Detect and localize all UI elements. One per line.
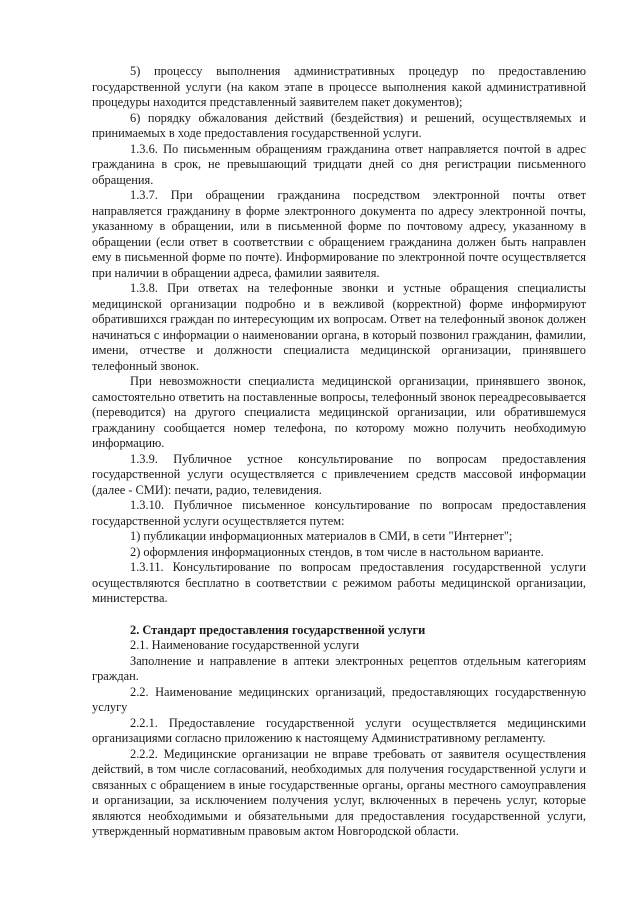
paragraph-2-2: 2.2. Наименование медицинских организаций, предоставляющих государственную услугу xyxy=(92,684,586,714)
paragraph-phone-redirect: При невозможности специалиста медицинской организации, принявшего звонок, самостоятельно ответить на поставленные вопросы, телефонный звонок переадресовывается (переводится) на другого специалиста медицинской организации, или обратившемуся гражданину сообщается номер телефона, по которому можно получить необходимую информацию. xyxy=(92,374,586,450)
paragraph-2-2-2: 2.2.2. Медицинские организации не вправе требовать от заявителя осуществления действий, в том числе согласований, необходимых для получения государственной услуги и связанных с обращением в иные государственные органы, органы местного самоуправления и организации, за исключением получения услуг, включенных в перечень услуг, которые являются необходимыми и обязательными для предоставления государственной услуги, утвержденный нормативным правовым актом Новгородской области. xyxy=(92,746,586,838)
paragraph-2-1: 2.1. Наименование государственной услуги xyxy=(130,638,360,652)
paragraph-2: 6) порядку обжалования действий (бездействия) и решений, осуществляемых и принимаемых в ходе предоставления государственной услуги. xyxy=(92,110,586,140)
paragraph-1-3-9: 1.3.9. Публичное устное консультирование по вопросам предоставления государственной услуги осуществляется с привлечением средств массовой информации (далее - СМИ): печати, радио, телевидения. xyxy=(92,451,586,497)
section-spacer xyxy=(92,607,586,623)
paragraph-1-3-8: 1.3.8. При ответах на телефонные звонки и устные обращения специалисты медицинской организации подробно и в вежливой (корректной) форме информируют обратившихся граждан по интересующим их вопросам. Ответ на телефонный звонок должен начинаться с информации о наименовании органа, в который позвонил гражданин, фамилии, имени, отчестве и должности специалиста медицинской организации, принявшего телефонный звонок. xyxy=(92,281,586,373)
list-item-1: 1) публикации информационных материалов в СМИ, в сети "Интернет"; xyxy=(130,529,513,543)
document-page xyxy=(92,64,586,840)
paragraph-1-3-11: 1.3.11. Консультирование по вопросам предоставления государственной услуги осуществляются бесплатно в соответствии с режимом работы медицинской организации, министерства. xyxy=(92,560,586,605)
paragraph-2-2-1: 2.2.1. Предоставление государственной услуги осуществляется медицинскими организациями согласно приложению к настоящему Административному регламенту. xyxy=(92,715,586,745)
paragraph-1-3-6: 1.3.6. По письменным обращениям гражданина ответ направляется почтой в адрес гражданина в срок, не превышающий тридцати дней со дня регистрации письменного обращения. xyxy=(92,141,586,187)
section-2-heading: 2. Стандарт предоставления государственной услуги xyxy=(130,622,426,637)
paragraph-1: 5) процессу выполнения административных процедур по предоставлению государственной услуги (на каком этапе в процессе выполнения какой административной процедуры находится представленный заявителем пакет документов); xyxy=(92,64,586,109)
list-item-2: 2) оформления информационных стендов, в том числе в настольном варианте. xyxy=(130,544,544,559)
paragraph-service-name: Заполнение и направление в аптеки электронных рецептов отдельным категориям граждан. xyxy=(92,653,586,683)
paragraph-1-3-10: 1.3.10. Публичное письменное консультирование по вопросам предоставления государственной услуги осуществляется путем: xyxy=(92,498,586,528)
paragraph-1-3-7: 1.3.7. При обращении гражданина посредством электронной почты ответ направляется гражданину в форме электронного документа по адресу электронной почты, указанному в обращении, или в письменной форме по почтовому адресу, указанному в обращении (если ответ в соответствии с обращением гражданина должен быть направлен ему в письменной форме по почте). Информирование по электронной почте осуществляется при наличии в обращении адреса, фамилии заявителя. xyxy=(92,188,586,280)
